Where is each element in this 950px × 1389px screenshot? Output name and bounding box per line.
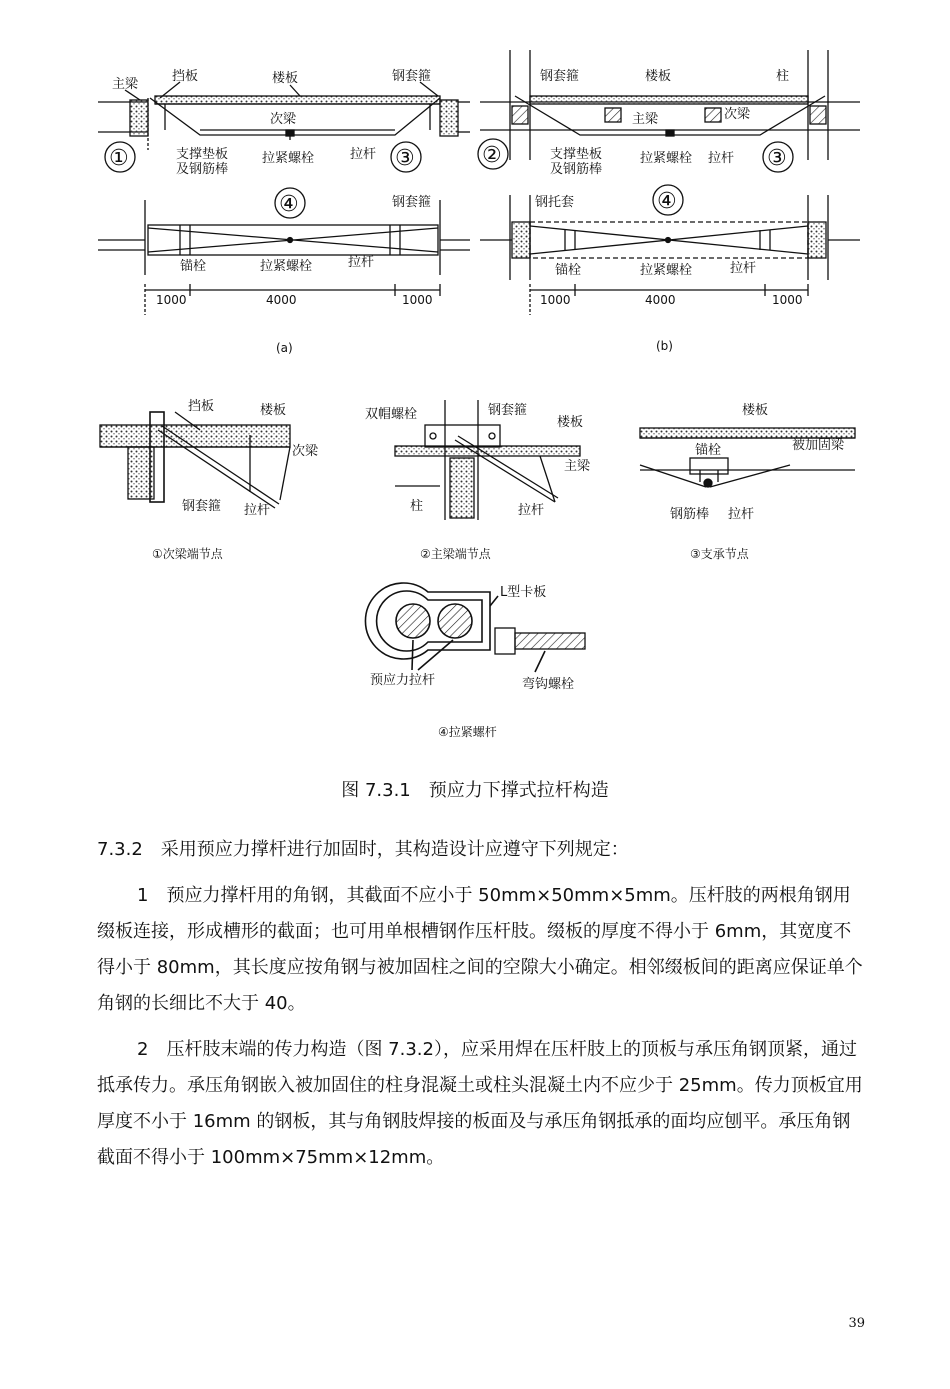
clause-item-1: 1 预应力撑杆用的角钢，其截面不应小于 50mm×50mm×5mm。压杆肢的两根角钢用缀板连接，形成槽形的截面；也可用单根槽钢作压杆肢。缀板的厚度不得小于 6mm，其宽度不得小于 80mm，其长度应按角钢与被加固柱之间的空隙大小确定。相邻缀板间的距离应保证单个角钢的长细比不大于 40。 — [97, 885, 863, 1014]
d2-caption: ②主梁端节点 — [420, 547, 491, 561]
caption-b: (b) — [656, 339, 673, 353]
label-b-tension-bolt: 拉紧螺栓 — [640, 151, 693, 166]
marker-b-3: ③ — [767, 146, 787, 171]
d3-label-reinforced-beam: 被加固梁 — [792, 438, 845, 453]
label-support-pad-1: 支撑垫板 — [176, 147, 229, 162]
detail-1 — [100, 412, 290, 508]
dim-b-4000: 4000 — [645, 293, 676, 307]
detail-4 — [365, 583, 585, 672]
label-tension-bolt-plan: 拉紧螺栓 — [260, 259, 313, 274]
d1-caption: ①次梁端节点 — [152, 547, 223, 561]
label-steel-hoop: 钢套箍 — [392, 69, 432, 84]
label-anchor-bolt: 锚栓 — [180, 259, 207, 274]
d3-label-steel-bar: 钢筋棒 — [670, 507, 710, 522]
caption-a: (a) — [276, 341, 293, 355]
detail-1-labels — [152, 398, 319, 561]
dim-1000-right: 1000 — [402, 293, 433, 307]
panel-a-labels — [109, 68, 433, 355]
label-b-main-beam: 主梁 — [632, 112, 659, 127]
detail-4-labels — [370, 584, 574, 739]
label-steel-hoop-plan: 钢套箍 — [392, 195, 432, 210]
label-tie-rod: 拉杆 — [350, 147, 377, 162]
detail-3 — [640, 428, 855, 487]
d1-label-slab: 楼板 — [260, 403, 287, 418]
dim-4000: 4000 — [266, 293, 297, 307]
page-number: 39 — [848, 1316, 865, 1331]
label-b-steel-bracket: 钢托套 — [535, 195, 575, 210]
marker-1: ① — [109, 146, 129, 171]
label-b-tension-bolt-plan: 拉紧螺栓 — [640, 263, 693, 278]
label-b-tie-rod-plan: 拉杆 — [730, 261, 757, 276]
d3-label-anchor-bolt: 锚栓 — [695, 443, 722, 458]
d4-caption: ④拉紧螺杆 — [438, 725, 497, 739]
marker-4: ④ — [279, 192, 299, 217]
body-text — [97, 832, 867, 1186]
clause-item-2: 2 压杆肢末端的传力构造（图 7.3.2），应采用焊在压杆肢上的顶板与承压角钢顶紧，通过抵承传力。承压角钢嵌入被加固住的柱身混凝土或柱头混凝土内不应少于 25mm。传力顶板宜用厚度不小于 16mm 的钢板，其与角钢肢焊接的板面及与承压角钢抵承的面均应刨平。承压角钢截面不得小于 100mm×75mm×12mm。 — [97, 1039, 863, 1168]
label-b-column: 柱 — [776, 69, 790, 84]
d2-label-tie-rod: 拉杆 — [518, 503, 545, 518]
d4-label-l-plate: L型卡板 — [500, 585, 547, 600]
marker-b-4: ④ — [657, 189, 677, 214]
label-secondary-beam: 次梁 — [270, 112, 297, 127]
label-b-tie-rod: 拉杆 — [708, 151, 735, 166]
label-support-pad-2: 及钢筋棒 — [176, 162, 229, 177]
marker-b-2: ② — [482, 143, 502, 168]
d4-label-hook-bolt: 弯钩螺栓 — [522, 677, 575, 692]
d4-label-prestressed-rod: 预应力拉杆 — [370, 673, 436, 688]
label-tie-rod-plan: 拉杆 — [348, 255, 375, 270]
label-main-beam: 主梁 — [112, 77, 139, 92]
dim-b-1000-left: 1000 — [540, 293, 571, 307]
label-b-secondary-beam: 次梁 — [724, 107, 751, 122]
d2-label-slab: 楼板 — [557, 415, 584, 430]
d2-label-double-nut-bolt: 双帽螺栓 — [365, 407, 418, 422]
d1-label-tie-rod: 拉杆 — [244, 503, 271, 518]
d3-label-tie-rod: 拉杆 — [728, 507, 755, 522]
d2-label-steel-hoop: 钢套箍 — [488, 403, 528, 418]
label-baffle: 挡板 — [172, 69, 199, 84]
label-b-slab: 楼板 — [645, 69, 672, 84]
clause-heading: 7.3.2 采用预应力撑杆进行加固时，其构造设计应遵守下列规定： — [97, 839, 629, 860]
label-b-anchor-bolt: 锚栓 — [555, 263, 582, 278]
marker-3: ③ — [395, 146, 415, 171]
label-b-support-pad-1: 支撑垫板 — [550, 147, 603, 162]
detail-3-labels — [670, 402, 845, 561]
d3-caption: ③支承节点 — [690, 547, 749, 561]
figure-title: 图 7.3.1 预应力下撑式拉杆构造 — [341, 780, 609, 801]
d1-label-steel-hoop: 钢套箍 — [182, 499, 222, 514]
dim-b-1000-right: 1000 — [772, 293, 803, 307]
d3-label-slab: 楼板 — [742, 403, 769, 418]
d1-label-secondary-beam: 次梁 — [292, 444, 319, 459]
label-b-steel-hoop: 钢套箍 — [540, 69, 580, 84]
d2-label-column: 柱 — [410, 499, 424, 514]
d1-label-baffle: 挡板 — [188, 399, 215, 414]
label-b-support-pad-2: 及钢筋棒 — [550, 162, 603, 177]
dim-1000-left: 1000 — [156, 293, 187, 307]
d2-label-main-beam: 主梁 — [564, 459, 591, 474]
label-tension-bolt: 拉紧螺栓 — [262, 151, 315, 166]
label-slab: 楼板 — [272, 71, 299, 86]
